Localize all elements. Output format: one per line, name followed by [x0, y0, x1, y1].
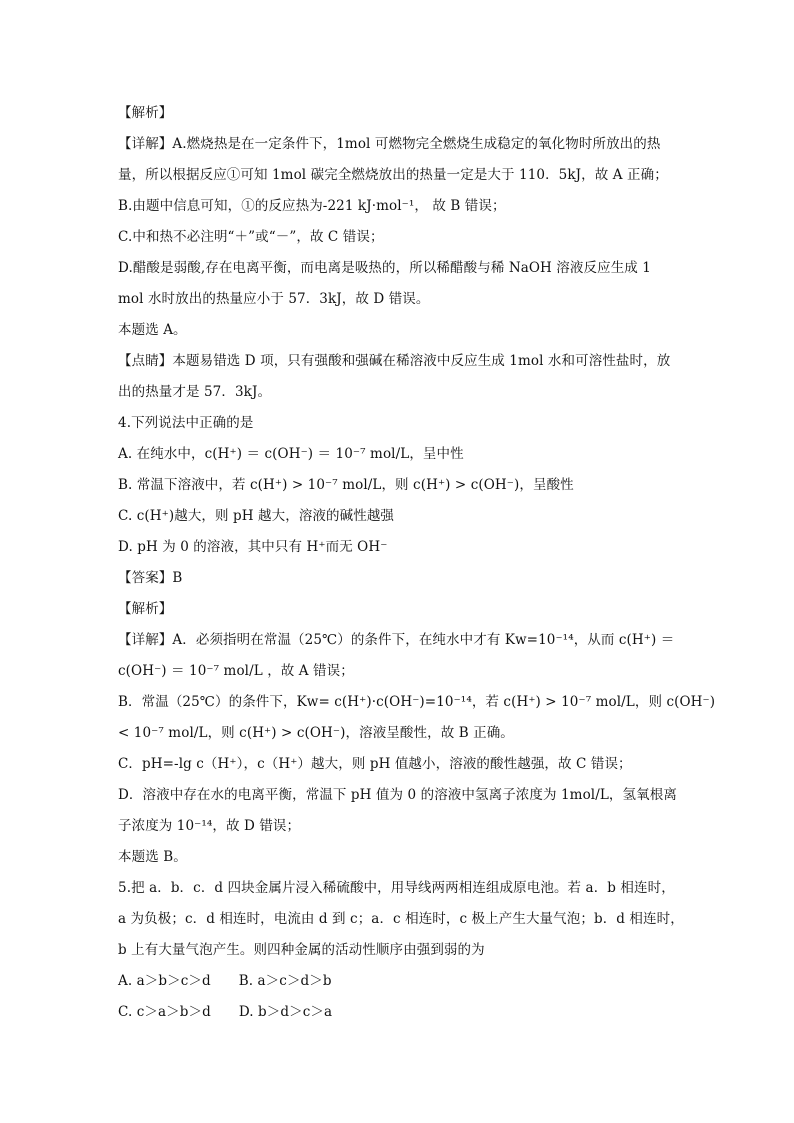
question-5-option-b: B. a＞c＞d＞b	[238, 973, 332, 989]
question-5-stem: b 上有大量气泡产生。则四种金属的活动性顺序由强到弱的为	[118, 942, 485, 958]
question-5-options-row-1	[118, 966, 678, 997]
text-line: 本题选 B。	[118, 849, 187, 865]
document-page	[118, 98, 716, 1028]
text-line: c(OH⁻) ＝ 10⁻⁷ mol/L ，故 A 错误；	[118, 663, 354, 679]
text-line: C．pH=-lg c（H⁺），c（H⁺）越大，则 pH 值越小，溶液的酸性越强，故 C 错误；	[118, 756, 632, 772]
question-5-option-a: A. a＞b＞c＞d	[118, 973, 211, 989]
question-4-stem: 4.下列说法中正确的是	[118, 415, 254, 431]
question-4-option-a: A. 在纯水中，c(H⁺) ＝ c(OH⁻) ＝ 10⁻⁷ mol/L，呈中性	[118, 446, 464, 462]
section-heading-analysis: 【解析】	[118, 105, 173, 121]
text-line: mol 水时放出的热量应小于 57．3kJ，故 D 错误。	[118, 291, 430, 307]
question-5-option-d: D. b＞d＞c＞a	[238, 1004, 333, 1020]
question-5-option-c: C. c＞a＞b＞d	[118, 1004, 211, 1020]
text-line: 出的热量才是 57．3kJ。	[118, 384, 272, 400]
text-line: 子浓度为 10⁻¹⁴，故 D 错误；	[118, 818, 301, 834]
answer-label: 【答案】B	[118, 570, 183, 586]
section-heading-analysis: 【解析】	[118, 601, 173, 617]
question-5-options-row-2	[118, 997, 678, 1028]
text-line: D.醋酸是弱酸,存在电离平衡，而电离是吸热的，所以稀醋酸与稀 NaOH 溶液反应生成 1	[118, 260, 651, 276]
text-line: C.中和热不必注明“＋”或“－”，故 C 错误；	[118, 229, 384, 245]
text-line: 【详解】A.燃烧热是在一定条件下，1mol 可燃物完全燃烧生成稳定的氧化物时所放出的热	[118, 136, 661, 152]
text-line: 【详解】A．必须指明在常温（25℃）的条件下，在纯水中才有 Kw=10⁻¹⁴，从而 c(H⁺) ＝	[118, 632, 675, 648]
question-4-option-d: D. pH 为 0 的溶液，其中只有 H⁺而无 OH⁻	[118, 539, 388, 555]
question-5-stem: 5.把 a．b．c．d 四块金属片浸入稀硫酸中，用导线两两相连组成原电池。若 a．b 相连时，	[118, 880, 675, 896]
text-line: D．溶液中存在水的电离平衡，常温下 pH 值为 0 的溶液中氢离子浓度为 1mol/L，氢氧根离	[118, 787, 677, 803]
text-line: B．常温（25℃）的条件下，Kw= c(H⁺)·c(OH⁻)=10⁻¹⁴，若 c(H⁺) > 10⁻⁷ mol/L，则 c(OH⁻)	[118, 694, 716, 710]
question-4-option-c: C. c(H⁺)越大，则 pH 越大，溶液的碱性越强	[118, 508, 395, 524]
question-5-stem: a 为负极；c．d 相连时，电流由 d 到 c；a．c 相连时，c 极上产生大量气泡；b．d 相连时，	[118, 911, 684, 927]
text-line: 量，所以根据反应①可知 1mol 碳完全燃烧放出的热量一定是大于 110．5kJ，故 A 正确；	[118, 167, 668, 183]
text-line: B.由题中信息可知，①的反应热为-221 kJ·mol⁻¹， 故 B 错误；	[118, 198, 506, 214]
text-line: 本题选 A。	[118, 322, 187, 338]
question-4-option-b: B. 常温下溶液中，若 c(H⁺) > 10⁻⁷ mol/L，则 c(H⁺) > c(OH⁻)，呈酸性	[118, 477, 574, 493]
text-line: < 10⁻⁷ mol/L，则 c(H⁺) > c(OH⁻)，溶液呈酸性，故 B 正确。	[118, 725, 514, 741]
text-line: 【点睛】本题易错选 D 项，只有强酸和强碱在稀溶液中反应生成 1mol 水和可溶性盐时，放	[118, 353, 671, 369]
